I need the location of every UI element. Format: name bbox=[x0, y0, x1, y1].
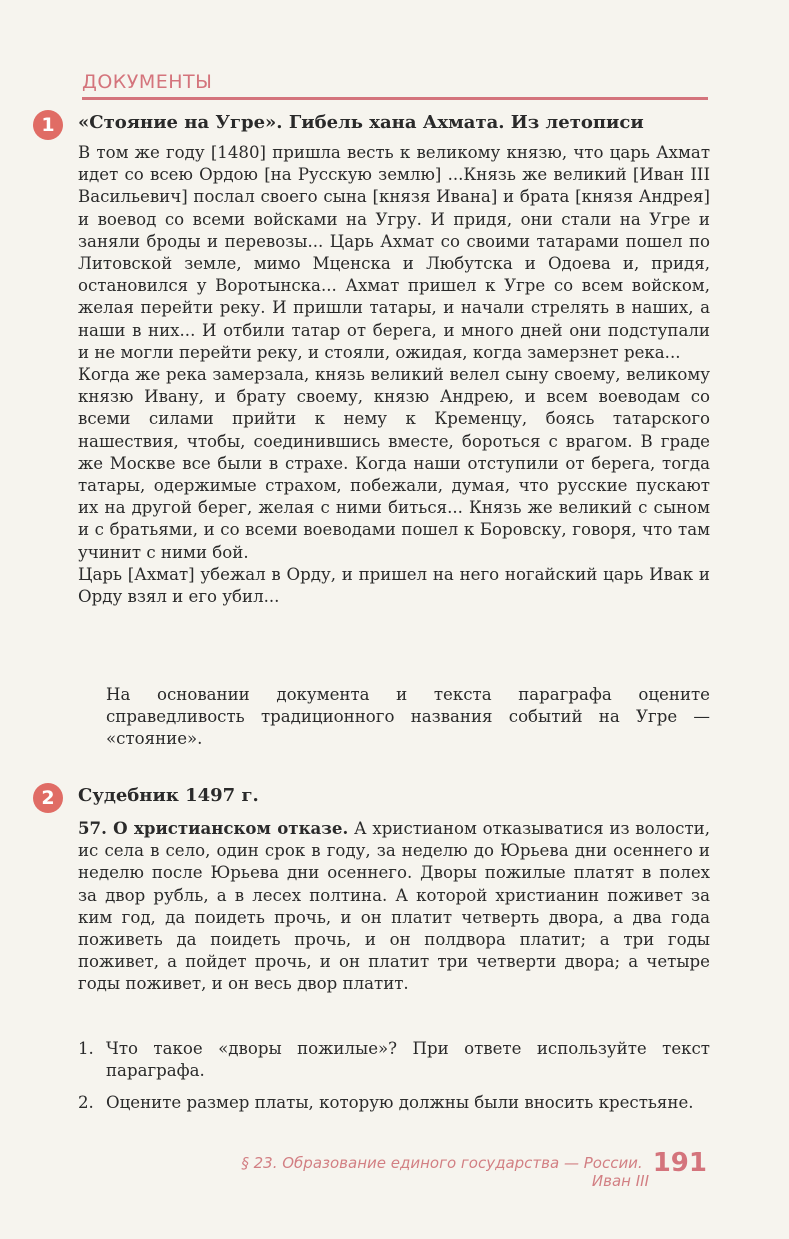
article-paragraph bbox=[78, 817, 710, 996]
document-question: На основании документа и текста параграфа оцените справедливость традиционного названия событий на Угре — «стояние». bbox=[106, 685, 710, 749]
section-title: ДОКУМЕНТЫ bbox=[82, 71, 213, 93]
article-text: А христианом отказыватися из волости, ис села в село, один срок в году, за неделю до Юрьева дни осеннего и неделю после Юрьева дни осеннего. Дворы пожилые платят в полех за двор рубль, а в лесех полтина. А которой христианин поживет за ким год, да поидеть прочь, и он платит четверть двора, а два года поживеть да поидеть прочь, и он полдвора платит; а три годы поживет, а пойдет прочь, и он платит три четверти двора; а четыре годы поживет, и он весь двор платит. bbox=[78, 819, 710, 994]
paragraph: В том же году [1480] пришла весть к великому князю, что царь Ахмат идет со всею Ордою [на Русскую землю] ...Князь же великий [Иван III Васильевич] послал своего сына [князя Ивана] и брата [князя Андрея] и воевод со всеми войсками на Угру. И придя, они стали на Угре и заняли броды и перевозы... Царь Ахмат со своими татарами пошел по Литовской земле, мимо Мценска и Любутска и Одоева и, придя, остановился у Воротынска... Ахмат пришел к Угре со всем войском, желая перейти реку. И пришли татары, и начали стрелять в наших, а наши в них... И отбили татар от берега, и много дней они подступали и не могли перейти реку, и стояли, ожидая, когда замерзнет река... bbox=[78, 143, 710, 362]
document-title: Судебник 1497 г. bbox=[78, 785, 259, 806]
task-number: 2. bbox=[78, 1093, 94, 1112]
document-title: «Стояние на Угре». Гибель хана Ахмата. Из летописи bbox=[78, 112, 644, 133]
document-text bbox=[78, 142, 710, 608]
task-text: Оцените размер платы, которую должны были вносить крестьяне. bbox=[106, 1093, 694, 1112]
article-heading: 57. О христианском отказе. bbox=[78, 818, 349, 838]
document-1 bbox=[41, 112, 710, 608]
page-number: 191 bbox=[652, 1148, 707, 1178]
task-item bbox=[78, 1092, 710, 1114]
document-number-badge: 2 bbox=[33, 783, 63, 813]
task-item bbox=[78, 1038, 710, 1082]
footer-section-title: § 23. Образование единого государства — России. bbox=[241, 1154, 643, 1172]
task-number: 1. bbox=[78, 1039, 94, 1058]
task-list bbox=[78, 1038, 710, 1124]
document-number-badge: 1 bbox=[33, 110, 63, 140]
paragraph: Когда же река замерзала, князь великий велел сыну своему, великому князю Ивану, и брату своему, князю Андрею, и всем воеводам со всеми силами прийти к нему к Кременцу, боясь татарского нашествия, чтобы, соединившись вместе, бороться с врагом. В граде же Москве все были в страхе. Когда наши отступили от берега, тогда татары, одержимые страхом, побежали, думая, что русские пускают их на другой берег, желая с ними биться... Князь же великий с сыном и с братьями, и со всеми воеводами пошел к Боровску, говоря, что там учинит с ними бой. bbox=[78, 365, 710, 562]
document-text bbox=[78, 817, 710, 996]
header-rule bbox=[82, 97, 708, 100]
page-footer bbox=[241, 1148, 707, 1190]
document-2 bbox=[41, 785, 710, 996]
section-header bbox=[82, 70, 708, 100]
task-text: Что такое «дворы пожилые»? При ответе используйте текст параграфа. bbox=[106, 1039, 710, 1080]
paragraph: Царь [Ахмат] убежал в Орду, и пришел на него ногайский царь Ивак и Орду взял и его убил... bbox=[78, 564, 710, 607]
footer-section-subtitle: Иван III bbox=[591, 1172, 649, 1190]
